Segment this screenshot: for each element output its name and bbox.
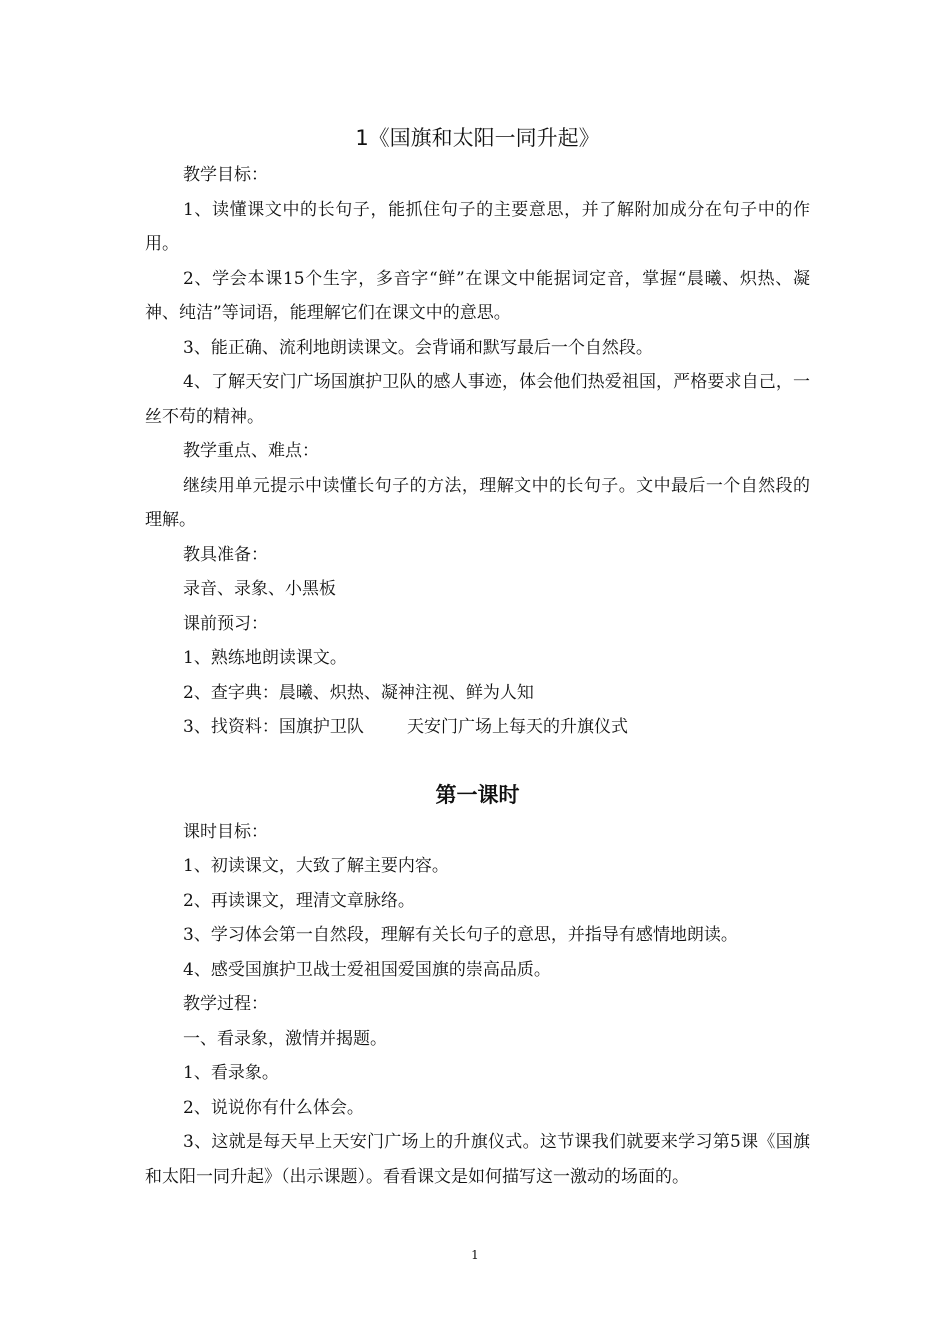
paragraph: 2、查字典：晨曦、炽热、凝神注视、鲜为人知 [183, 682, 534, 703]
section-title: 第一课时 [435, 782, 520, 807]
page-number: 1 [471, 1248, 479, 1262]
paragraph: 一、看录象，激情并揭题。 [183, 1028, 387, 1049]
document-page [145, 118, 810, 1194]
paragraph: 录音、录象、小黑板 [183, 579, 336, 599]
paragraph: 课时目标： [183, 821, 268, 842]
paragraph: 1、看录象。 [183, 1063, 279, 1083]
paragraph: 3、学习体会第一自然段，理解有关长句子的意思，并指导有感情地朗读。 [183, 925, 738, 945]
paragraph: 1、熟练地朗读课文。 [183, 648, 347, 668]
document-title: 1《国旗和太阳一同升起》 [355, 126, 600, 150]
paragraph: 教学重点、难点： [183, 441, 319, 461]
paragraph: 4、感受国旗护卫战士爱祖国爱国旗的崇高品质。 [183, 959, 551, 980]
paragraph: 教具准备： [183, 544, 268, 565]
paragraph: 1、初读课文，大致了解主要内容。 [183, 856, 449, 876]
paragraph: 2、学会本课15个生字，多音字“鲜”在课文中能据词定音，掌握“晨曦、炽热、凝神、纯洁”等词语，能理解它们在课文中的意思。 [145, 268, 810, 323]
paragraph: 继续用单元提示中读懂长句子的方法，理解文中的长句子。文中最后一个自然段的理解。 [145, 475, 810, 530]
paragraph: 2、再读课文，理清文章脉络。 [183, 890, 415, 911]
paragraph: 教学目标： [183, 165, 268, 185]
paragraph: 3、这就是每天早上天安门广场上的升旗仪式。这节课我们就要来学习第5课《国旗和太阳一同升起》（出示课题）。看看课文是如何描写这一激动的场面的。 [145, 1132, 810, 1187]
paragraph: 3、找资料：国旗护卫队 天安门广场上每天的升旗仪式 [183, 717, 629, 737]
paragraph: 课前预习： [183, 613, 268, 634]
paragraph: 2、说说你有什么体会。 [183, 1097, 364, 1118]
paragraph: 1、读懂课文中的长句子，能抓住句子的主要意思，并了解附加成分在句子中的作用。 [145, 199, 810, 254]
paragraph: 3、能正确、流利地朗读课文。会背诵和默写最后一个自然段。 [183, 337, 653, 358]
paragraph: 教学过程： [183, 994, 268, 1014]
paragraph: 4、了解天安门广场国旗护卫队的感人事迹，体会他们热爱祖国，严格要求自己，一丝不苟的精神。 [145, 372, 810, 427]
